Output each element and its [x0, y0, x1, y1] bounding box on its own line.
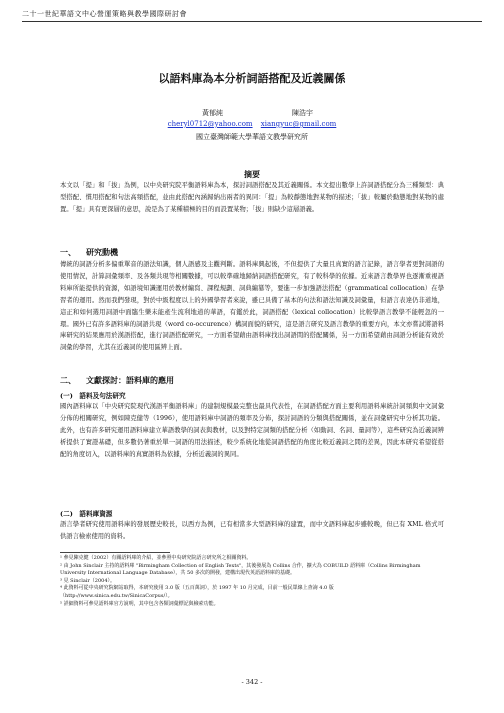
author-emails	[0, 120, 504, 128]
running-header: 二十一世紀華語文中心營運策略與教學國際研討會	[22, 10, 187, 18]
author-2: 陳浩宇	[292, 109, 313, 117]
footnote-rule	[60, 552, 170, 553]
footnotes	[60, 555, 444, 608]
abstract-text: 本文以「提」和「拔」為例，以中央研究院平衡語料庫為本，探討詞語搭配及其近義關係。本文提出數學上許詞語搭配分為三種類型：典型搭配、慣用搭配和句法高頻搭配，並由此搭配內涵歸納出兩者的異同：「提」為較靜態地對某物的描述；「拔」較屬於動態地對某物的處置。「提」具有更深層的意思，說是為了某種積極的目的而設置某物；「拔」則缺少這層語義。	[60, 182, 444, 213]
paper-title: 以語料庫為本分析詞語搭配及近義關係	[158, 72, 346, 85]
author-1: 黃郁純	[202, 109, 223, 117]
subsection-2-2-paragraph: 語言學者研究使用語料庫的發展歷史較長，以西方為例，已有相當多大型語料庫的建置，而中文語料庫起步雖較晚，但已有 XML 格式可供語言檢索使用的資料。	[60, 521, 444, 540]
section-2-title: 文獻探討：語料庫的應用	[86, 375, 174, 385]
subsection-2-1-heading: (一) 語料及句法研究	[60, 392, 126, 400]
section-1-title: 研究動機	[86, 247, 118, 257]
affiliation: 國立臺灣師範大學華語文教學研究所	[196, 133, 308, 141]
subsection-2-2-heading: (二) 語料庫資源	[60, 510, 113, 518]
abstract-heading: 摘要	[244, 169, 260, 179]
section-1-heading	[60, 247, 118, 258]
section-2-heading	[60, 375, 174, 386]
footnote-4: ⁴ 此資料可從中央研究院網站取得，本研究使用 3.0 版（五百萬詞），於 1997 年 10 月完成，目前一般民眾線上查詢 4.0 版（http://www.sinica.edu.tw/SinicaCorpus/）。	[60, 585, 334, 599]
footnote-1: ¹ 參見陳克健（2002）有關語料庫的介紹，並參照中央研究院語言研究所之相關資料。	[60, 555, 252, 561]
email-link-2[interactable]: xiangyuc@gmail.com	[260, 120, 337, 128]
section-1-number: 一、	[60, 247, 76, 257]
footnote-2: ² 由 John Sinclair 主持的語料庫 "Birmingham Collection of English Texts"，其後發展為 Collins 合作，擴大為 COBUILD 語料庫（Collins Birmingham University International Language Database），共 50 多次的開發，建構出現代英語語料庫的基礎。	[60, 562, 421, 577]
email-link-1[interactable]: cheryl0712@yahoo.com	[167, 120, 253, 128]
subsection-2-1-paragraph: 國內語料庫以「中央研究院現代漢語平衡語料庫」的建制規模最完整也最具代表性，在詞語搭配方面主要利用語料庫統計詞頻與中文詞彙分佈的相關研究，例如陳克健等（1996），使用語料庫中詞語的頻率及分佈，探討詞語的分類與搭配關係，並在詞彙研究中分析其功能。此外，也有許多研究運用語料庫建立華語教學的詞表與教材，以及對特定詞類的搭配分析（如動詞、名詞、量詞等），這些研究為近義詞辨析提供了實證基礎，但多數仍著重於單一詞語的用法描述，較少系統化地從詞語搭配的角度比較近義詞之間的差異，因此本研究希望從搭配的角度切入，以語料庫的真實語料為依據，分析近義詞的異同。	[60, 403, 444, 458]
footnote-5: ⁵ 詳細資料可參見語料庫官方說明，其中包含各類詞彙標記與檢索功能。	[60, 600, 219, 607]
section-2-number: 二、	[60, 375, 76, 385]
section-1-paragraph: 傳統的詞語分析多偏重單音的語法知識，個人語感及主觀判斷。語料庫興起後，不但提供了大量且真實的語言記錄，語言學者更對詞語的使用情況，計算詞彙頻率、及各類共現等相關數據，可以較準確地歸納詞語搭配研究，有了較科學的依據。近來語言教學界也逐漸重視語料庫所能提供的資源，如語境知識運用於教材編寫、課程規劃、詞典編纂等，要進一步加強語法搭配（grammatical collocation）在學習者的運用。然而我們發現，對於中級程度以上的外國學習者來說，雖已具備了基本的句法和語法知識及詞彙量，但語言表達仍非道地，這正和如何選用詞語中面臨生樂未能產生流利地道的華語，有鑑於此，詞語搭配（lexical collocation）比較學語言教學不能輕忽的一環。國外已有許多語料庫的詞語共現（word co-occurence）構詞面貌的研究，這是語言研究及語言教學的重要方向，本文亦嘗試將語料庫研究的結果應用於漢語搭配，進行詞語搭配研究，一方面希望藉由語料庫找出詞語間的搭配關係，另一方面希望藉由詞語分析能有效於詞彙的學習，尤其在近義詞的使用區辨上面。	[60, 261, 444, 352]
footnote-3: ³ 見 Sinclair（2004）。	[60, 577, 116, 584]
header-rule	[22, 21, 482, 22]
page-number: - 342 -	[241, 678, 263, 686]
